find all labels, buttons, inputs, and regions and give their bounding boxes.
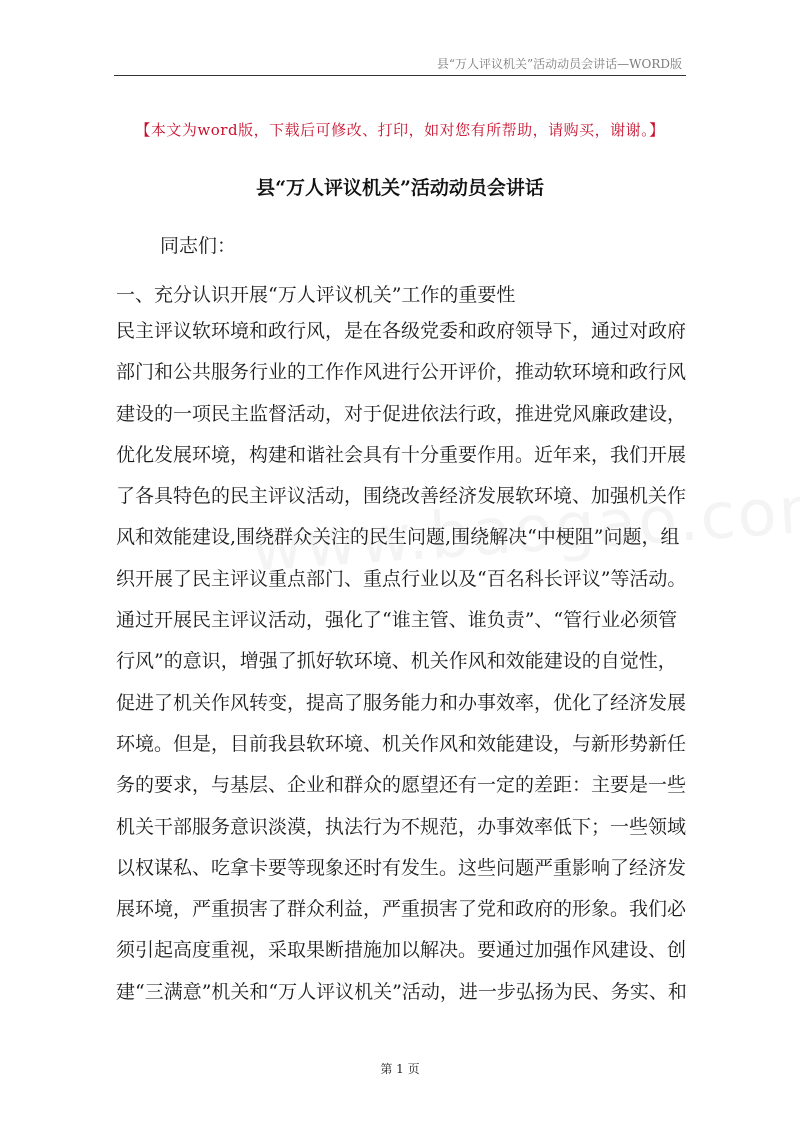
body-line: 了各具特色的民主评议活动，围绕改善经济发展软环境、加强机关作 [116,485,687,508]
greeting-line: 同志们： [160,235,237,257]
body-line: 建设的一项民主监督活动，对于促进依法行政，推进党风廉政建设， [116,402,687,425]
body-paragraph [116,318,690,1020]
body-line: 风和效能建设,围绕群众关注的民生问题,围绕解决“中梗阻”问题，组 [116,526,680,549]
download-notice: 【本文为word版，下载后可修改、打印，如对您有所帮助，请购买，谢谢。】 [135,121,665,139]
body-line: 环境。但是，目前我县软环境、机关作风和效能建设，与新形势新任 [116,732,687,755]
header-divider [114,75,686,76]
page-number: 第 1 页 [380,1062,420,1076]
body-line: 行风”的意识，增强了抓好软环境、机关作风和效能建设的自觉性， [116,650,677,673]
body-line: 通过开展民主评议活动，强化了“谁主管、谁负责”、“管行业必须管 [116,609,678,632]
body-line: 部门和公共服务行业的工作作风进行公开评价，推动软环境和政行风 [116,361,687,384]
body-line: 优化发展环境，构建和谐社会具有十分重要作用。近年来，我们开展 [116,443,687,466]
body-line: 须引起高度重视，采取果断措施加以解决。要通过加强作风建设、创 [116,939,687,962]
running-header: 县“万人评议机关”活动动员会讲话—WORD版 [436,57,682,71]
body-line: 机关干部服务意识淡漠，执法行为不规范，办事效率低下；一些领域 [116,815,687,838]
section-heading: 一、充分认识开展“万人评议机关”工作的重要性 [116,284,516,306]
body-line: 促进了机关作风转变，提高了服务能力和办事效率，优化了经济发展 [116,691,687,714]
body-line: 建“三满意”机关和“万人评议机关”活动，进一步弘扬为民、务实、和 [116,980,687,1003]
body-line: 以权谋私、吃拿卡要等现象还时有发生。这些问题严重影响了经济发 [116,856,687,879]
body-line: 展环境，严重损害了群众利益，严重损害了党和政府的形象。我们必 [116,898,687,921]
body-line: 务的要求，与基层、企业和群众的愿望还有一定的差距：主要是一些 [116,774,687,797]
body-line: 民主评议软环境和政行风，是在各级党委和政府领导下，通过对政府 [116,320,687,342]
document-title: 县“万人评议机关”活动动员会讲话 [256,177,544,199]
body-line: 织开展了民主评议重点部门、重点行业以及“百名科长评议”等活动。 [116,567,687,590]
